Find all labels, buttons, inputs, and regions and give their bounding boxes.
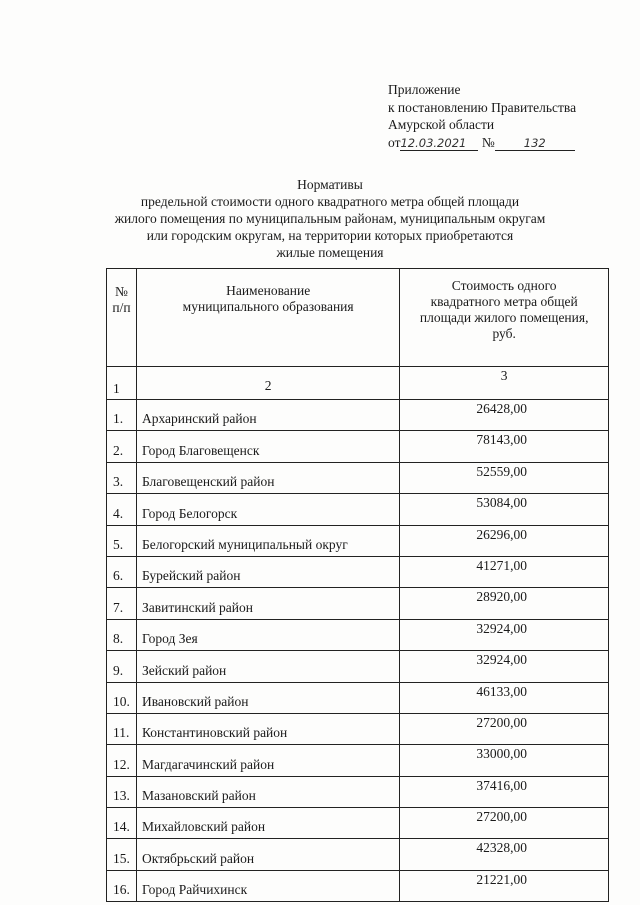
date-value: 12.03.2021 [400, 135, 467, 150]
cost-value: 41271,00 [400, 556, 609, 587]
row-number: 8. [107, 619, 137, 650]
cost-value: 27200,00 [400, 808, 609, 839]
title-line-3: жилого помещения по муниципальным районам, муниципальным округам [114, 211, 546, 226]
appendix-region-line: Амурской области [388, 117, 495, 132]
appendix-block [388, 81, 576, 151]
header-name: Наименование муниципального образования [136, 269, 399, 367]
number-value: 132 [523, 135, 546, 150]
table-row [107, 588, 609, 619]
row-number: 2. [107, 431, 137, 462]
table-row [107, 462, 609, 493]
number-sign: № [481, 134, 495, 150]
date-field [400, 136, 478, 151]
municipality-name: Бурейский район [136, 556, 399, 587]
row-number: 7. [107, 588, 137, 619]
municipality-name: Белогорский муниципальный округ [136, 525, 399, 556]
cost-value: 27200,00 [400, 713, 609, 744]
row-number: 16. [107, 870, 137, 901]
municipality-name: Город Зея [136, 619, 399, 650]
header-cost: Стоимость одного квадратного метра общей площади жилого помещения, руб. [400, 269, 609, 367]
table-row [107, 839, 609, 870]
municipality-name: Благовещенский район [136, 462, 399, 493]
table-row [107, 525, 609, 556]
table-row [107, 431, 609, 462]
row-number: 15. [107, 839, 137, 870]
table-row [107, 682, 609, 713]
municipality-name: Архаринский район [136, 400, 399, 431]
cost-value: 32924,00 [400, 619, 609, 650]
municipality-name: Ивановский район [136, 682, 399, 713]
municipality-name: Михайловский район [136, 808, 399, 839]
table-row [107, 619, 609, 650]
table-row [107, 776, 609, 807]
row-number: 12. [107, 745, 137, 776]
row-number: 1. [107, 400, 137, 431]
header-number: № п/п [107, 269, 137, 367]
row-number: 6. [107, 556, 137, 587]
cost-value: 52559,00 [400, 462, 609, 493]
column-number-row [107, 367, 609, 400]
municipality-name: Октябрьский район [136, 839, 399, 870]
table-header-row [107, 269, 609, 367]
municipality-name: Город Райчихинск [136, 870, 399, 901]
table-row [107, 494, 609, 525]
table-row [107, 808, 609, 839]
table-row [107, 870, 609, 901]
row-number: 14. [107, 808, 137, 839]
municipality-name: Зейский район [136, 651, 399, 682]
column-number: 2 [136, 367, 399, 400]
table-row [107, 400, 609, 431]
cost-value: 33000,00 [400, 745, 609, 776]
cost-value: 26428,00 [400, 400, 609, 431]
municipality-name: Константиновский район [136, 713, 399, 744]
cost-value: 78143,00 [400, 431, 609, 462]
row-number: 4. [107, 494, 137, 525]
row-number: 13. [107, 776, 137, 807]
norms-table [106, 268, 609, 902]
cost-value: 28920,00 [400, 588, 609, 619]
municipality-name: Город Благовещенск [136, 431, 399, 462]
cost-value: 53084,00 [400, 494, 609, 525]
table-row [107, 745, 609, 776]
row-number: 10. [107, 682, 137, 713]
title-line-4: или городским округам, на территории которых приобретаются [146, 228, 514, 243]
appendix-date-line [388, 134, 576, 152]
cost-value: 32924,00 [400, 651, 609, 682]
column-number: 3 [400, 367, 609, 400]
municipality-name: Мазановский район [136, 776, 399, 807]
table-body [107, 400, 609, 902]
row-number: 3. [107, 462, 137, 493]
title-line-5: жилые помещения [276, 245, 384, 260]
table-row [107, 713, 609, 744]
row-number: 5. [107, 525, 137, 556]
cost-value: 42328,00 [400, 839, 609, 870]
title-line-1: Нормативы [297, 177, 363, 192]
appendix-title: Приложение [388, 82, 461, 97]
document-title [100, 176, 560, 261]
row-number: 11. [107, 713, 137, 744]
table-row [107, 651, 609, 682]
date-prefix: от [388, 134, 401, 150]
cost-value: 26296,00 [400, 525, 609, 556]
table-row [107, 556, 609, 587]
title-line-2: предельной стоимости одного квадратного метра общей площади [140, 194, 520, 209]
number-field [495, 136, 575, 151]
municipality-name: Магдагачинский район [136, 745, 399, 776]
municipality-name: Город Белогорск [136, 494, 399, 525]
column-number: 1 [107, 367, 137, 400]
cost-value: 37416,00 [400, 776, 609, 807]
cost-value: 21221,00 [400, 870, 609, 901]
appendix-resolution-line: к постановлению Правительства [388, 99, 577, 115]
cost-value: 46133,00 [400, 682, 609, 713]
row-number: 9. [107, 651, 137, 682]
municipality-name: Завитинский район [136, 588, 399, 619]
